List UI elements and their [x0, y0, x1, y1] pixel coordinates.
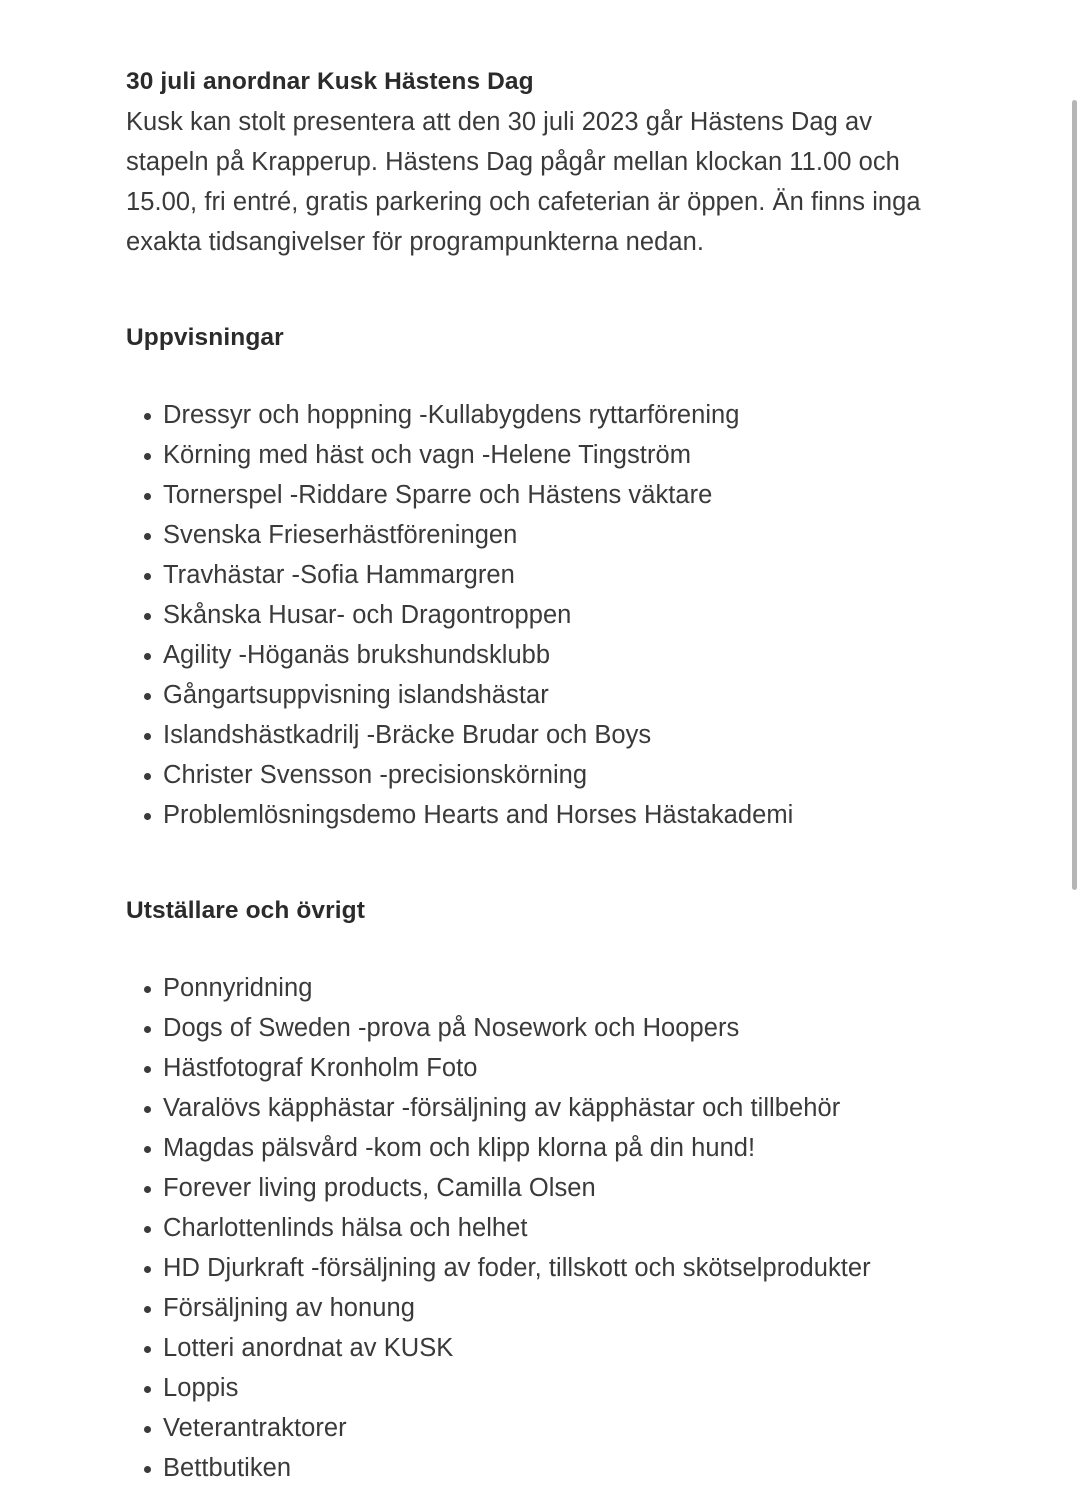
intro-heading: 30 juli anordnar Kusk Hästens Dag	[126, 68, 534, 95]
list-item: Försäljning av honung	[126, 1288, 936, 1328]
list-item: Hästfotograf Kronholm Foto	[126, 1048, 936, 1088]
list-item: Skånska Husar- och Dragontroppen	[126, 595, 936, 635]
list-item: Gångartsuppvisning islandshästar	[126, 675, 936, 715]
list-item: Christer Svensson -precisionskörning	[126, 755, 936, 795]
section-heading-uppvisningar: Uppvisningar	[126, 324, 284, 351]
list-item: Veterantraktorer	[126, 1408, 936, 1448]
list-item: Dressyr och hoppning -Kullabygdens ryttarförening	[126, 395, 936, 435]
list-item: Dogs of Sweden -prova på Nosework och Hoopers	[126, 1008, 936, 1048]
list-item: Magdas pälsvård -kom och klipp klorna på din hund!	[126, 1128, 936, 1168]
list-item: Charlottenlinds hälsa och helhet	[126, 1208, 936, 1248]
list-item: Agility -Höganäs brukshundsklubb	[126, 635, 936, 675]
list-item: Problemlösningsdemo Hearts and Horses Hästakademi	[126, 795, 936, 835]
article-content	[126, 62, 936, 1488]
list-item: Lotteri anordnat av KUSK	[126, 1328, 936, 1368]
section-heading-utstallare: Utställare och övrigt	[126, 897, 365, 924]
list-utstallare	[126, 968, 936, 1488]
list-item: Forever living products, Camilla Olsen	[126, 1168, 936, 1208]
list-item: Tornerspel -Riddare Sparre och Hästens väktare	[126, 475, 936, 515]
page-scrollbar[interactable]	[1066, 0, 1080, 1475]
list-item: Ponnyridning	[126, 968, 936, 1008]
scrollbar-thumb[interactable]	[1072, 100, 1077, 890]
list-item: Varalövs käpphästar -försäljning av käpphästar och tillbehör	[126, 1088, 936, 1128]
list-item: HD Djurkraft -försäljning av foder, tillskott och skötselprodukter	[126, 1248, 936, 1288]
intro-paragraph: Kusk kan stolt presentera att den 30 juli 2023 går Hästens Dag av stapeln på Krapperup. Hästens Dag pågår mellan klockan 11.00 och 15.00, fri entré, gratis parkering och cafeterian är öppen. Än finns inga exakta tidsangivelser för programpunkterna nedan.	[126, 108, 921, 256]
list-uppvisningar	[126, 395, 936, 835]
list-item: Bettbutiken	[126, 1448, 936, 1488]
list-item: Körning med häst och vagn -Helene Tingström	[126, 435, 936, 475]
list-item: Svenska Frieserhästföreningen	[126, 515, 936, 555]
list-item: Travhästar -Sofia Hammargren	[126, 555, 936, 595]
list-item: Islandshästkadrilj -Bräcke Brudar och Boys	[126, 715, 936, 755]
list-item: Loppis	[126, 1368, 936, 1408]
